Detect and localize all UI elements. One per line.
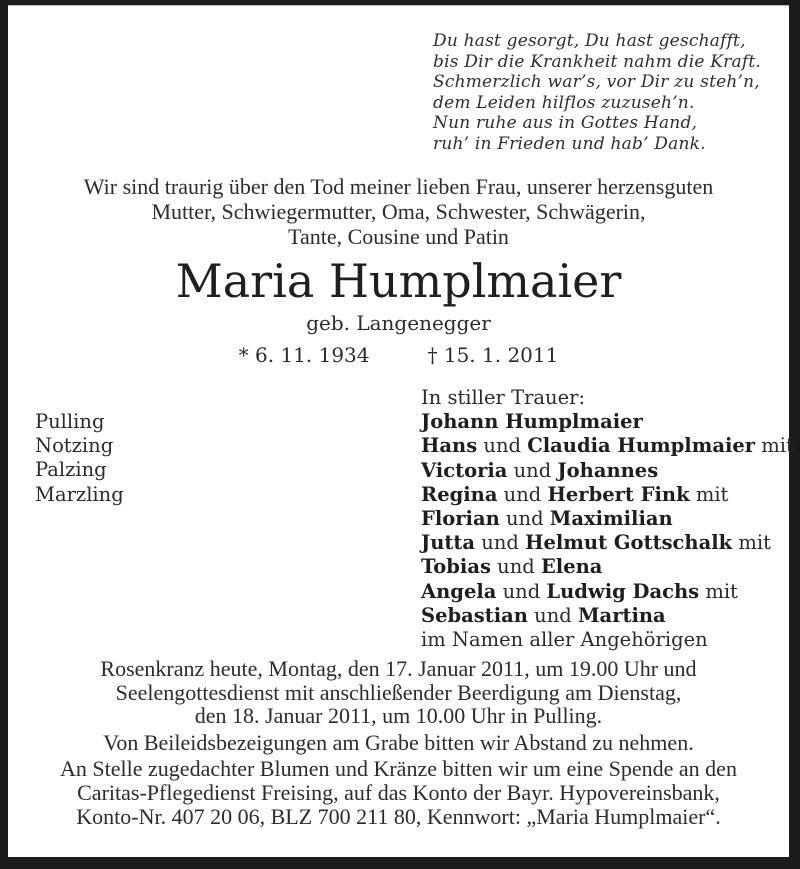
donation-line: An Stelle zugedachter Blumen und Kränze bitten wir um eine Spende an den bbox=[60, 756, 737, 781]
donation-note bbox=[8, 757, 789, 828]
poem-line: bis Dir die Krankheit nahm die Kraft. bbox=[433, 51, 761, 72]
place-name: Notzing bbox=[35, 434, 114, 458]
funeral-line: Seelengottesdienst mit anschließender Beerdigung am Dienstag, bbox=[115, 679, 682, 705]
mourner-name: Sebastian bbox=[421, 603, 528, 627]
connector-text: und bbox=[507, 458, 558, 482]
poem-line: ruh’ in Frieden und hab’ Dank. bbox=[433, 133, 706, 154]
funeral-line: Rosenkranz heute, Montag, den 17. Januar 2011, um 19.00 Uhr und bbox=[100, 656, 697, 681]
mourner-line bbox=[421, 459, 794, 483]
mourner-name: Johannes bbox=[557, 458, 659, 482]
place-name: Pulling bbox=[35, 410, 105, 433]
connector-text: und bbox=[477, 434, 528, 458]
poem-line: dem Leiden hilflos zuzuseh’n. bbox=[433, 92, 695, 113]
mourner-line bbox=[421, 434, 794, 458]
mourner-name: Angela bbox=[421, 579, 497, 603]
mourners-closing: im Namen aller Angehörigen bbox=[421, 628, 708, 652]
mourner-name: Claudia Humplmaier bbox=[527, 434, 756, 458]
mourner-name: Johann Humplmaier bbox=[421, 410, 643, 434]
mourner-name: Maximilian bbox=[549, 507, 673, 531]
mourner-name: Jutta bbox=[421, 531, 476, 555]
mourner-name: Ludwig Dachs bbox=[546, 579, 700, 603]
intro-line: Mutter, Schwiegermutter, Oma, Schwester, Schwägerin, bbox=[151, 199, 646, 224]
funeral-line: den 18. Januar 2011, um 10.00 Uhr in Pulling. bbox=[194, 703, 603, 728]
mourners-list bbox=[421, 410, 794, 628]
mourner-line bbox=[421, 531, 794, 555]
mourner-line bbox=[421, 410, 794, 434]
mourner-line bbox=[421, 555, 794, 579]
intro-line: Wir sind traurig über den Tod meiner lieben Frau, unserer herzensguten bbox=[83, 174, 714, 199]
connector-text: und bbox=[527, 603, 578, 627]
connector-text: mit bbox=[689, 482, 729, 506]
mourner-name: Herbert Fink bbox=[547, 482, 690, 506]
poem-line: Nun ruhe aus in Gottes Hand, bbox=[433, 113, 698, 133]
mourner-line bbox=[421, 604, 794, 628]
maiden-name: geb. Langenegger bbox=[306, 311, 491, 335]
donation-line: Caritas-Pflegedienst Freising, auf das Konto der Bayr. Hypovereinsbank, bbox=[77, 779, 720, 805]
death-date: † 15. 1. 2011 bbox=[427, 343, 559, 367]
connector-text: und bbox=[490, 555, 541, 579]
connector-text: mit bbox=[732, 531, 771, 555]
mourner-name: Martina bbox=[577, 603, 666, 627]
mourner-line bbox=[421, 580, 794, 604]
mourner-line bbox=[421, 483, 794, 507]
mourners-heading: In stiller Trauer: bbox=[421, 386, 586, 409]
connector-text: und bbox=[496, 579, 547, 603]
mourner-name: Tobias bbox=[421, 555, 491, 579]
mourner-name: Florian bbox=[421, 507, 500, 531]
condolence-note: Von Beileidsbezeigungen am Grabe bitten wir Abstand zu nehmen. bbox=[103, 730, 694, 755]
connector-text: mit bbox=[755, 434, 794, 458]
places-list bbox=[35, 410, 124, 507]
deceased-name: Maria Humplmaier bbox=[175, 254, 622, 308]
funeral-info bbox=[8, 657, 789, 728]
mourner-name: Helmut Gottschalk bbox=[525, 531, 733, 555]
poem-line: Schmerzlich war’s, vor Dir zu steh’n, bbox=[433, 72, 760, 92]
mourner-name: Elena bbox=[540, 555, 603, 579]
mourner-name: Hans bbox=[421, 434, 478, 458]
mourners-section bbox=[421, 386, 794, 652]
connector-text: und bbox=[475, 531, 526, 555]
intro-line: Tante, Cousine und Patin bbox=[288, 224, 509, 249]
mourner-name: Victoria bbox=[421, 458, 508, 482]
place-name: Marzling bbox=[35, 482, 124, 506]
life-dates bbox=[8, 343, 789, 367]
intro-text bbox=[8, 174, 789, 249]
donation-line: Konto-Nr. 407 20 06, BLZ 700 211 80, Kennwort: „Maria Humplmaier“. bbox=[76, 803, 721, 829]
mourner-name: Regina bbox=[421, 482, 498, 506]
connector-text: und bbox=[497, 482, 548, 506]
mourner-line bbox=[421, 507, 794, 531]
poem-line: Du hast gesorgt, Du hast geschafft, bbox=[433, 31, 746, 51]
memorial-poem bbox=[433, 31, 761, 154]
birth-date: * 6. 11. 1934 bbox=[238, 343, 370, 367]
connector-text: mit bbox=[699, 579, 738, 603]
connector-text: und bbox=[499, 507, 550, 531]
place-name: Palzing bbox=[35, 458, 107, 482]
